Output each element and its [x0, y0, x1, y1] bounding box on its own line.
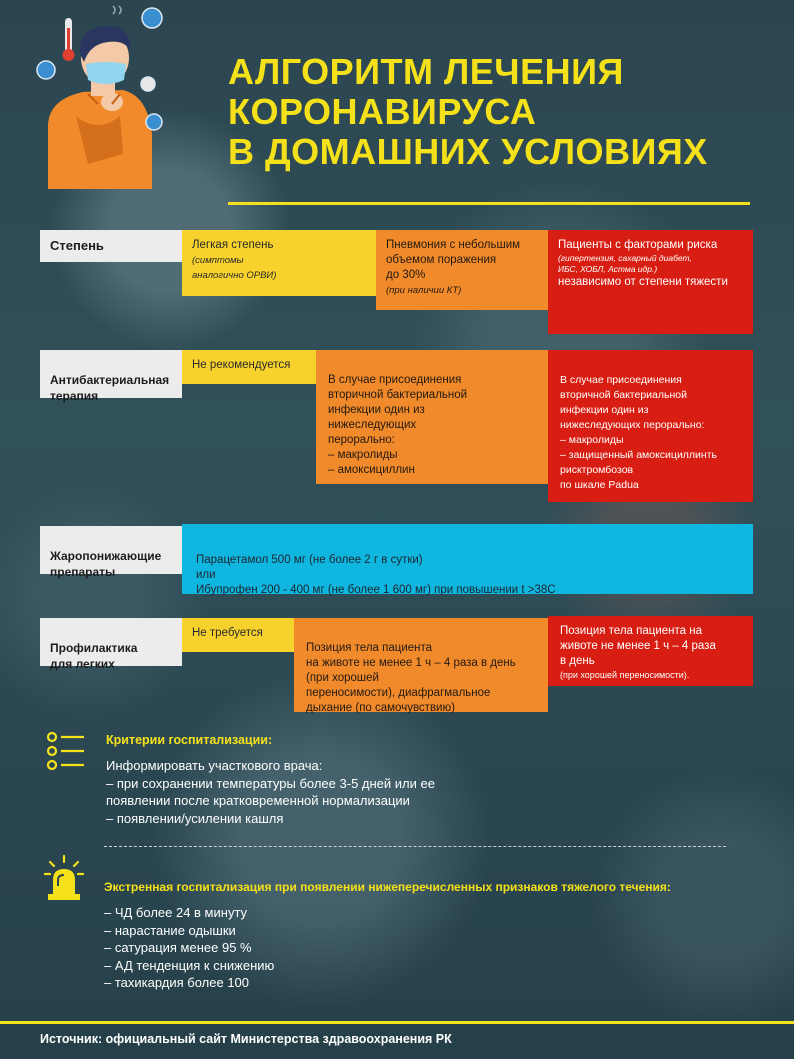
antibacterial-pneumonia-cell — [316, 350, 548, 484]
thermometer-icon — [63, 18, 75, 61]
degree-mild-note: (симптомы аналогично ОРВИ) — [192, 255, 277, 281]
lungs-pneumonia-text: Позиция тела пациента на животе не менее 1 ч – 4 раза в день (при хорошей переносимости), диафрагмальное дыхание (по самочувствию) — [306, 642, 516, 714]
list-item: – ЧД более 24 в минуту — [104, 905, 248, 920]
lungs-risk-note: (при хорошей переносимости). — [560, 670, 690, 680]
list-item: – АД тенденция к снижению — [104, 957, 275, 973]
lungs-mild-text: Не требуется — [192, 627, 263, 639]
list-item: – нарастание одышки — [104, 922, 236, 938]
sick-person-illustration — [28, 4, 178, 189]
degree-risk-tail: независимо от степени тяжести — [558, 276, 728, 288]
antipyretic-text: Парацетамол 500 мг (не более 2 г в сутки) или Ибупрофен 200 - 400 мг (не более 1 600 мг) при повышении t >38С — [196, 554, 556, 596]
lungs-pneumonia-cell — [294, 618, 548, 712]
lungs-risk-cell — [548, 616, 753, 686]
row-label-lungs — [40, 618, 182, 671]
lungs-mild-cell — [182, 618, 294, 652]
degree-label-text: Степень — [50, 238, 104, 253]
degree-mild-title: Легкая степень — [192, 239, 274, 251]
emergency-list — [104, 904, 504, 992]
antibacterial-mild-text: Не рекомендуется — [192, 359, 291, 371]
footer-line — [0, 1021, 794, 1024]
antibacterial-risk-cell — [548, 350, 753, 502]
antibacterial-pneumonia-text: В случае присоединения вторичной бактериальной инфекции один из нижеследующих перорально: – макролиды – амоксициллин — [328, 374, 468, 476]
alarm-light-icon — [44, 854, 84, 902]
title-underline — [228, 202, 750, 205]
criteria-text: Информировать участкового врача: – при сохранении температуры более 3-5 дней или ее появлении после кратковременной нормализации – появлении/усилении кашля — [106, 758, 435, 826]
antibacterial-mild-cell — [182, 350, 316, 384]
criteria-title: Критерии госпитализации: — [106, 733, 273, 747]
lungs-risk-text: Позиция тела пациента на животе не менее 1 ч – 4 раза в день — [560, 625, 716, 667]
section-divider — [104, 846, 726, 847]
list-item: – тахикардия более 100 — [104, 975, 250, 990]
row-label-degree — [40, 230, 182, 262]
degree-risk-cell — [548, 230, 753, 334]
page-title — [228, 52, 748, 172]
degree-pneumonia-cell — [376, 230, 548, 310]
degree-risk-note: (гипертензия, сахарный диабет, ИБС, ХОБЛ, Астма идр.) — [558, 253, 692, 274]
degree-pneumonia-note: (при наличии КТ) — [386, 285, 462, 296]
antipyretic-label-text: Жаропонижающие препараты — [50, 549, 162, 579]
source-footer: Источник: официальный сайт Министерства здравоохранения РК — [40, 1032, 452, 1046]
title-line-2: КОРОНАВИРУСА — [228, 91, 537, 132]
lungs-label-text: Профилактика для легких — [50, 641, 138, 671]
checklist-icon — [46, 730, 88, 772]
antipyretic-cell — [182, 524, 753, 594]
row-label-antipyretic — [40, 526, 182, 579]
degree-pneumonia-title: Пневмония с небольшим объемом поражения до 30% — [386, 239, 521, 281]
antibacterial-risk-text: В случае присоединения вторичной бактериальной инфекции один из нижеследующих перорально: – макролиды – защищенный амоксициллинть рисктромбозов по шкале Padua — [560, 374, 718, 491]
list-item: – сатурация менее 95 % — [104, 940, 252, 955]
degree-mild-cell — [182, 230, 376, 296]
title-line-3: В ДОМАШНИХ УСЛОВИЯХ — [228, 131, 708, 172]
degree-risk-title: Пациенты с факторами риска — [558, 239, 718, 251]
emergency-title: Экстренная госпитализация при появлении нижеперечисленных признаков тяжелого течения: — [104, 880, 671, 894]
row-label-antibacterial — [40, 350, 182, 403]
antibacterial-label-text: Антибактериальная терапия — [50, 373, 170, 403]
title-line-1: АЛГОРИТМ ЛЕЧЕНИЯ — [228, 51, 624, 92]
